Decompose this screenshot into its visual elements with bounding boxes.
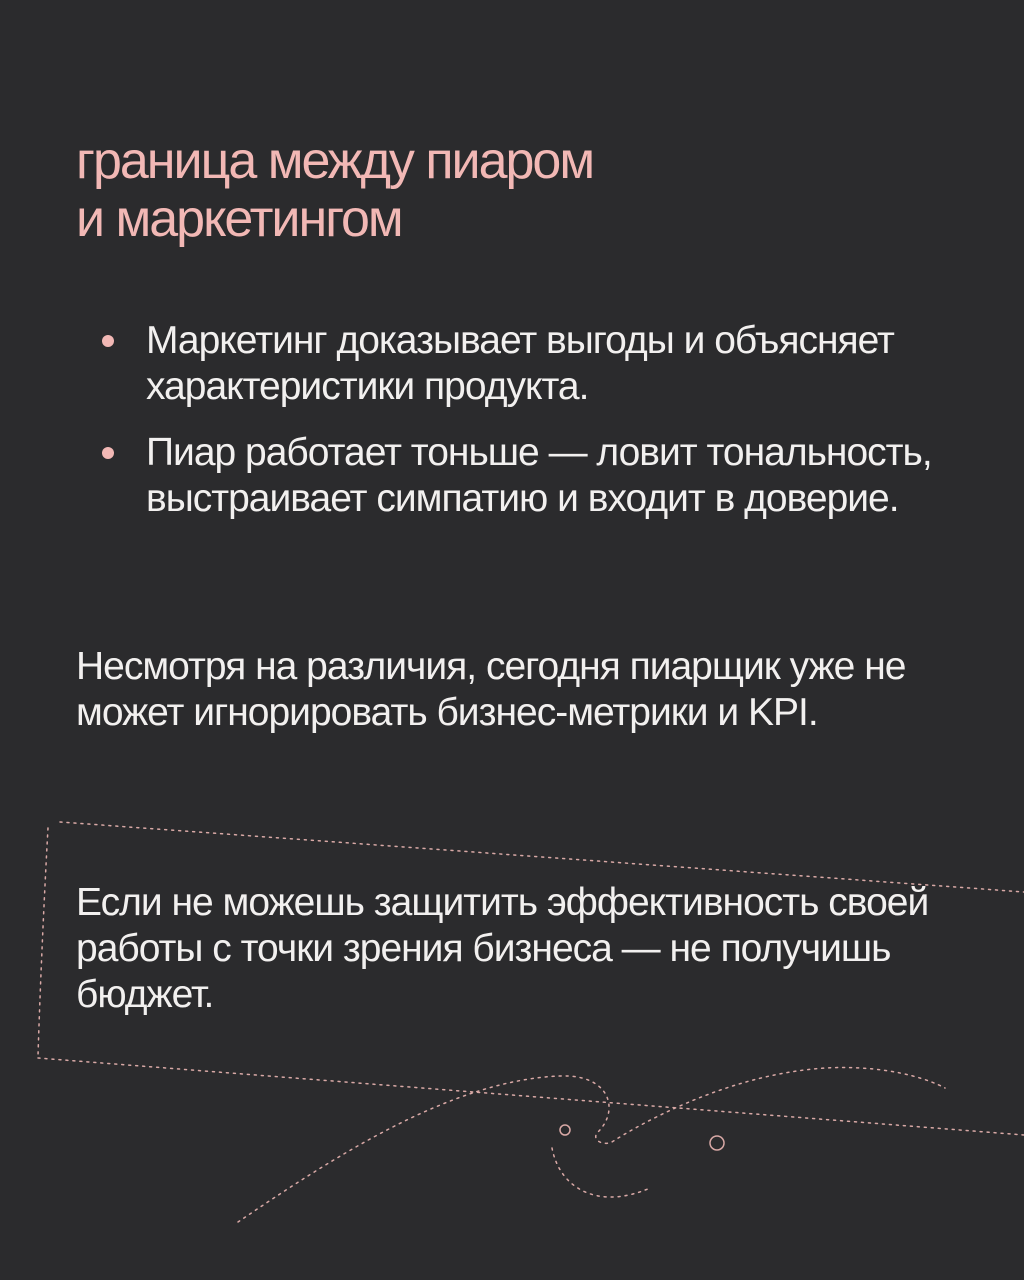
bullet-text: Маркетинг доказывает выгоды и объясняет характеристики продукта. (146, 319, 894, 408)
bullet-list (100, 318, 980, 542)
body-paragraph: Несмотря на различия, сегодня пиарщик уже не может игнорировать бизнес-метрики и KPI. (76, 645, 906, 734)
callout-text: Если не можешь защитить эффективность своей работы с точки зрения бизнеса — не получишь бюджет. (76, 881, 929, 1016)
bullet-dot-icon (102, 447, 114, 459)
list-item (100, 430, 980, 522)
bullet-text: Пиар работает тоньше — ловит тональность, выстраивает симпатию и входит в доверие. (146, 431, 932, 520)
bullet-dot-icon (102, 335, 114, 347)
list-item (100, 318, 980, 410)
page-title: граница между пиаром и маркетингом (76, 132, 594, 248)
